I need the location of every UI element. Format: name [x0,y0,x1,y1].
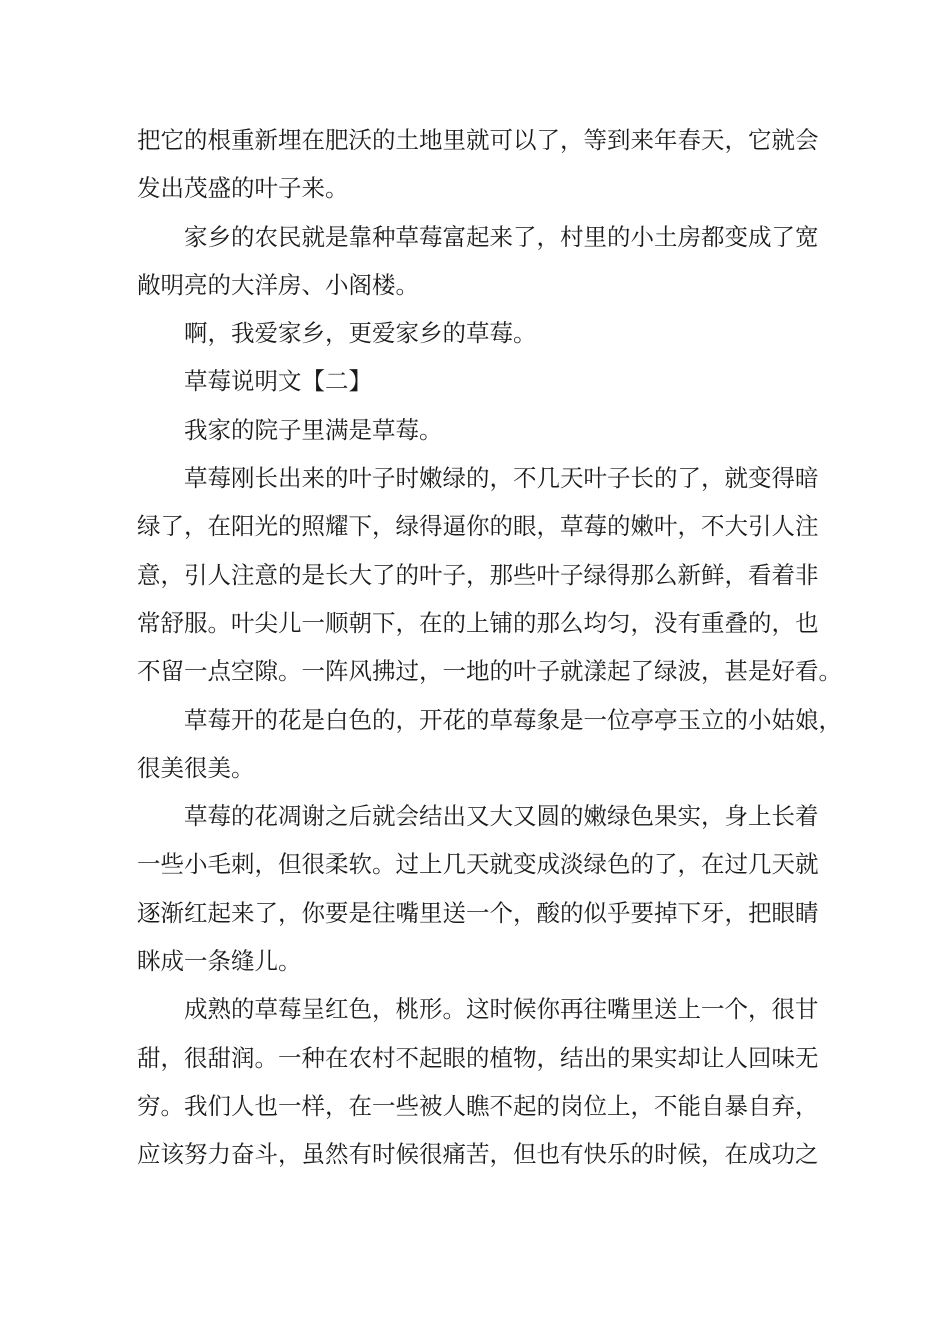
text-line: 成熟的草莓呈红色，桃形。这时候你再往嘴里送上一个，很甘 [184,995,819,1024]
text-line: 发出茂盛的叶子来。 [137,174,349,203]
text-line: 眯成一条缝儿。 [137,947,302,976]
text-line: 常舒服。叶尖儿一顺朝下，在的上铺的那么均匀，没有重叠的，也 [137,608,819,637]
text-line: 家乡的农民就是靠种草莓富起来了，村里的小土房都变成了宽 [184,222,819,251]
section-heading: 草莓说明文【二】 [184,367,372,396]
text-line: 应该努力奋斗，虽然有时候很痛苦，但也有快乐的时候，在成功之 [137,1140,819,1169]
text-line: 把它的根重新埋在肥沃的土地里就可以了，等到来年春天，它就会 [137,126,819,154]
text-line: 我家的院子里满是草莓。 [184,415,443,444]
text-line: 啊，我爱家乡，更爱家乡的草莓。 [184,319,537,348]
text-line: 绿了，在阳光的照耀下，绿得逼你的眼，草莓的嫩叶，不大引人注 [137,512,819,541]
text-line: 意，引人注意的是长大了的叶子，那些叶子绿得那么新鲜，看着非 [137,560,819,589]
text-line: 一些小毛刺，但很柔软。过上几天就变成淡绿色的了，在过几天就 [137,850,819,879]
text-line: 甜，很甜润。一种在农村不起眼的植物，结出的果实却让人回味无 [137,1043,819,1072]
document-body [137,116,842,1179]
text-line: 草莓的花凋谢之后就会结出又大又圆的嫩绿色果实，身上长着 [184,802,819,831]
text-line: 很美很美。 [137,753,255,782]
text-line: 草莓开的花是白色的，开花的草莓象是一位亭亭玉立的小姑娘， [184,705,842,734]
text-line: 不留一点空隙。一阵风拂过，一地的叶子就漾起了绿波，甚是好看。 [137,657,842,686]
text-line: 敞明亮的大洋房、小阁楼。 [137,270,419,299]
text-line: 逐渐红起来了，你要是往嘴里送一个，酸的似乎要掉下牙，把眼睛 [137,898,819,927]
text-line: 草莓刚长出来的叶子时嫩绿的，不几天叶子长的了，就变得暗 [184,464,819,493]
text-line: 穷。我们人也一样，在一些被人瞧不起的岗位上，不能自暴自弃， [137,1091,819,1120]
